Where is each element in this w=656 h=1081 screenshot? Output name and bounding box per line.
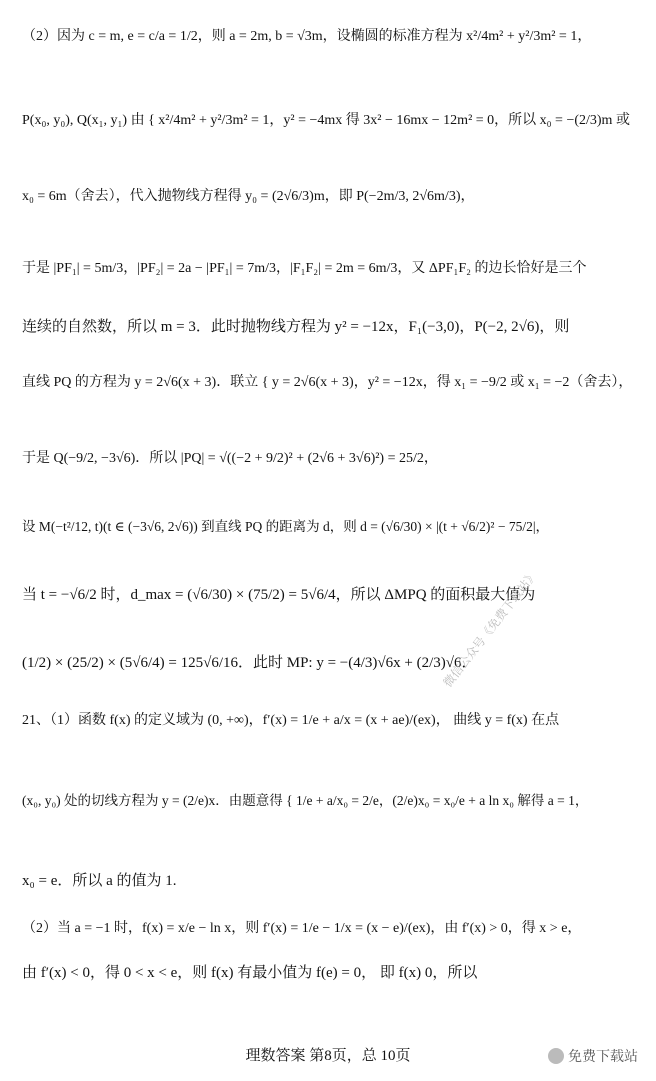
line-4: 于是 |PF₁| = 5m/3，|PF₂| = 2a − |PF₁| = 7m/3，|F₁F₂| = 2m = 6m/3，又 ΔPF₁F₂ 的边长恰好是三个 bbox=[22, 261, 587, 276]
watermark-badge bbox=[548, 1046, 638, 1066]
line-9: 当 t = −√6/2 时，d_max = (√6/30) × (75/2) = 5√6/4，所以 ΔMPQ 的面积最大值为 bbox=[22, 587, 536, 603]
line-13: x₀ = e．所以 a 的值为 1. bbox=[22, 873, 177, 889]
line-14: （2）当 a = −1 时，f(x) = x/e − ln x，则 f′(x) = 1/e − 1/x = (x − e)/(ex)，由 f′(x) > 0，得 x > e， bbox=[22, 921, 582, 936]
line-12: (x₀, y₀) 处的切线方程为 y = (2/e)x．由题意得 { 1/e + a/x₀ = 2/e，(2/e)x₀ = x₀/e + a ln x₀ 解得 a = 1， bbox=[22, 793, 589, 808]
watermark-stamp: 微信公众号《免费下载站》 bbox=[440, 567, 541, 690]
line-10: (1/2) × (25/2) × (5√6/4) = 125√6/16．此时 MP: y = −(4/3)√6x + (2/3)√6． bbox=[22, 655, 477, 671]
line-8: 设 M(−t²/12, t)(t ∈ (−3√6, 2√6)) 到直线 PQ 的距离为 d，则 d = (√6/30) × |(t + √6/2)² − 75/2|， bbox=[22, 519, 550, 534]
line-2: P(x₀, y₀), Q(x₁, y₁) 由 { x²/4m² + y²/3m² = 1，y² = −4mx 得 3x² − 16mx − 12m² = 0，所以 x₀ = −(2/3)m 或 bbox=[22, 113, 630, 128]
line-7: 于是 Q(−9/2, −3√6)．所以 |PQ| = √((−2 + 9/2)² + (2√6 + 3√6)²) = 25/2， bbox=[22, 451, 438, 466]
line-3: x₀ = 6m（舍去），代入抛物线方程得 y₀ = (2√6/3)m，即 P(−2m/3, 2√6m/3)， bbox=[22, 189, 475, 204]
line-11: 21、（1）函数 f(x) 的定义域为 (0, +∞)，f′(x) = 1/e + a/x = (x + ae)/(ex)， 曲线 y = f(x) 在点 bbox=[22, 713, 560, 728]
line-15: 由 f′(x) < 0，得 0 < x < e，则 f(x) 有最小值为 f(e) = 0， 即 f(x) 0，所以 bbox=[22, 965, 478, 981]
line-5: 连续的自然数，所以 m = 3．此时抛物线方程为 y² = −12x，F₁(−3,0)，P(−2, 2√6)，则 bbox=[22, 319, 570, 335]
watermark-text: 免费下载站 bbox=[568, 1049, 638, 1065]
page-footer: 理数答案 第8页，总 10页 bbox=[245, 1048, 411, 1064]
line-6: 直线 PQ 的方程为 y = 2√6(x + 3)．联立 { y = 2√6(x + 3)，y² = −12x，得 x₁ = −9/2 或 x₁ = −2（舍去）， bbox=[22, 375, 633, 390]
line-1: （2）因为 c = m, e = c/a = 1/2，则 a = 2m, b = √3m，设椭圆的标准方程为 x²/4m² + y²/3m² = 1， bbox=[22, 29, 592, 44]
wechat-icon bbox=[548, 1048, 564, 1064]
